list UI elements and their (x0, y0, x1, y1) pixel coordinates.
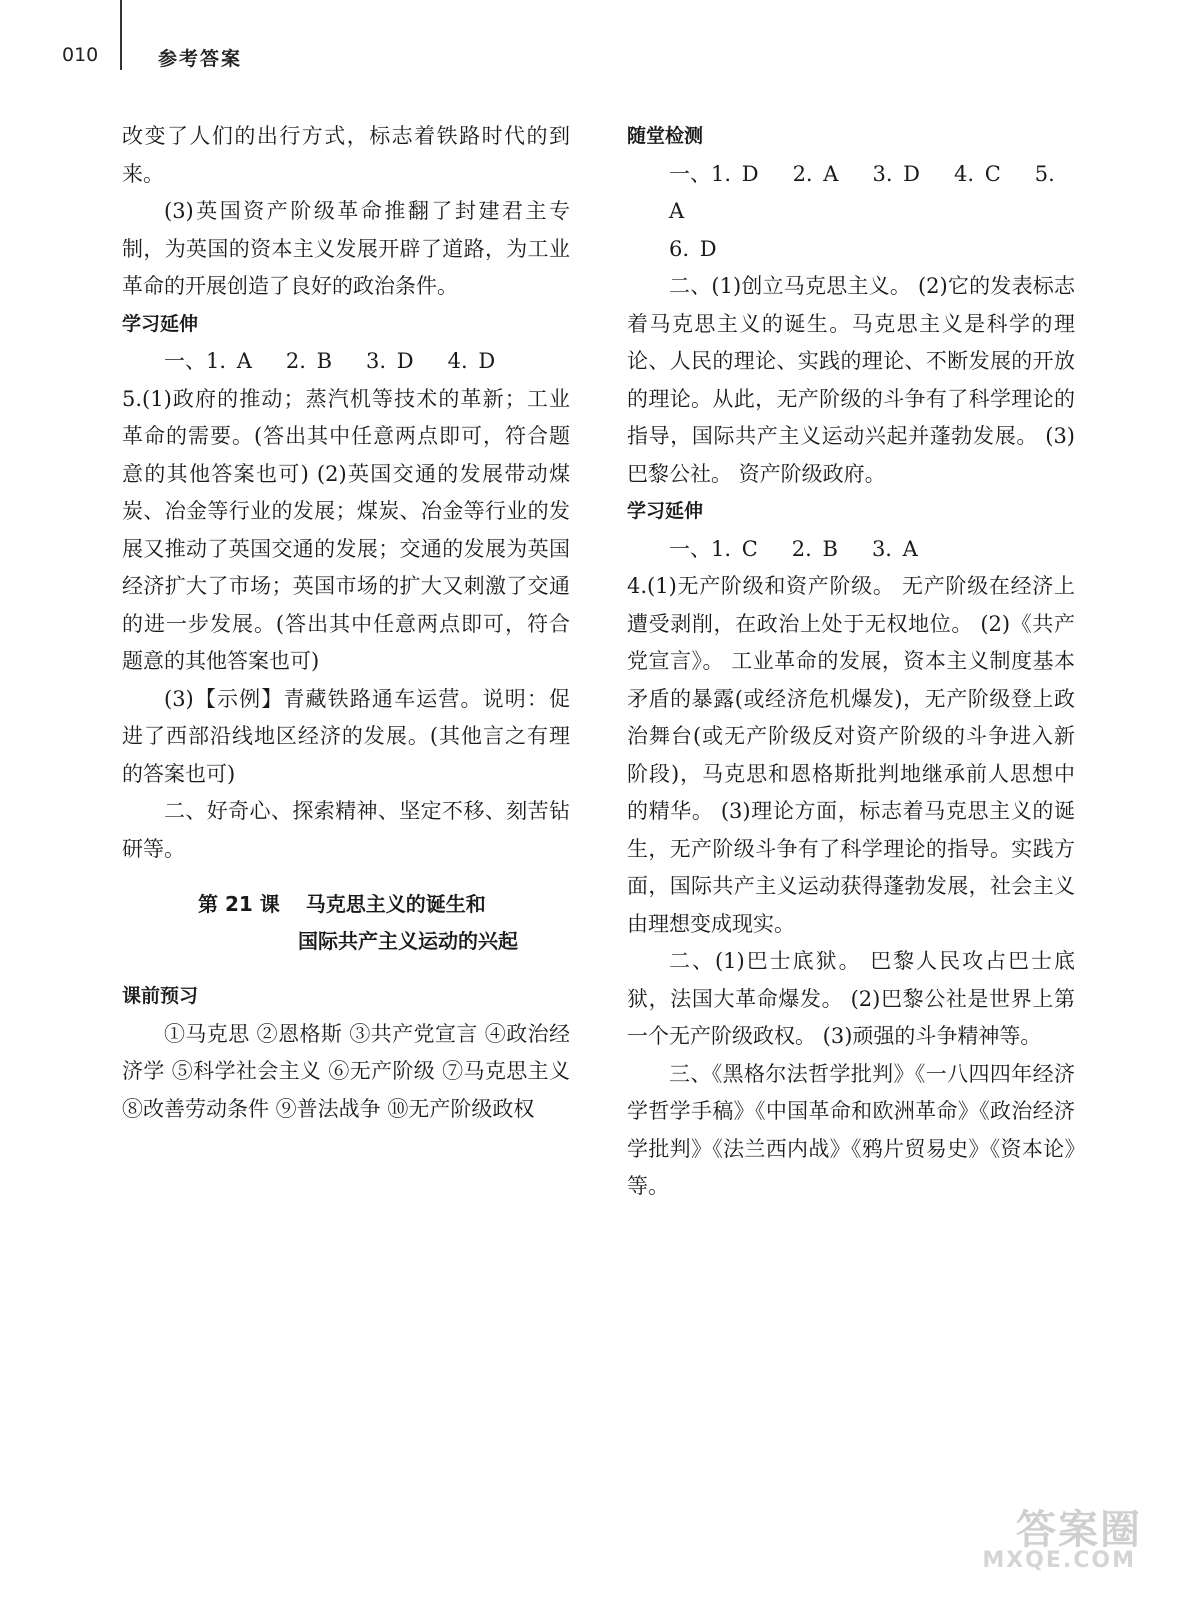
mc-ext-1: 一、1. C (669, 536, 758, 561)
mc-check-1: 一、1. D (669, 161, 759, 186)
page-header (0, 0, 1192, 80)
mc-check-2: 2. A (792, 161, 839, 186)
header-divider (120, 0, 122, 70)
lesson-title-line-2: 国际共产主义运动的兴起 (298, 929, 518, 953)
multiple-choice-answers-extension (627, 531, 1075, 569)
watermark-logo (952, 1498, 1152, 1578)
right-paragraph-4: 三、《黑格尔法哲学批判》《一八四四年经济学哲学手稿》《中国革命和欧洲革命》《政治经济学批判》《法兰西内战》《鸦片贸易史》《资本论》等。 (627, 1061, 1075, 1198)
page-number: 010 (62, 44, 99, 66)
right-paragraph-2: 4.(1)无产阶级和资产阶级。 无产阶级在经济上遭受剥削，在政治上处于无权地位。 (2)《共产党宣言》。 工业革命的发展，资本主义制度基本矛盾的暴露(或经济危机爆发)，无产阶级登上政治舞台(或无产阶级反对资产阶级的斗争进入新阶段)，马克思和恩格斯批判地继承前人思想中的精华。 (3)理论方面，标志着马克思主义的诞生，无产阶级斗争有了科学理论的指导。实践方面，国际共产主义运动获得蓬勃发展，社会主义由理想变成现实。 (627, 574, 1075, 936)
right-column (627, 118, 1075, 1206)
multiple-choice-answers-check-2 (627, 231, 1075, 269)
multiple-choice-answers (122, 343, 570, 381)
section-heading-preview: 课前预习 (122, 985, 199, 1007)
left-paragraph-6: ①马克思 ②恩格斯 ③共产党宣言 ④政治经济学 ⑤科学社会主义 ⑥无产阶级 ⑦马克思主义 ⑧改善劳动条件 ⑨普法战争 ⑩无产阶级政权 (122, 1021, 570, 1121)
mc-ext-3: 3. A (871, 536, 918, 561)
mc-check-6: 6. D (669, 236, 717, 261)
mc-check-3: 3. D (872, 161, 921, 186)
header-title: 参考答案 (158, 48, 243, 70)
mc-answer-3: 3. D (366, 349, 414, 373)
mc-check-4: 4. C (954, 161, 1001, 186)
lesson-title-line-1 (122, 886, 570, 923)
section-heading-class-check: 随堂检测 (627, 125, 704, 147)
watermark-text: 答案圈 (1016, 1507, 1142, 1553)
left-column (122, 118, 570, 1128)
mc-check-5: 5. A (669, 161, 1055, 223)
watermark-url: MXQE.COM (982, 1548, 1136, 1573)
left-paragraph-3: 5.(1)政府的推动；蒸汽机等技术的革新；工业革命的需要。(答出其中任意两点即可，符合题意的其他答案也可) (2)英国交通的发展带动煤炭、冶金等行业的发展；煤炭、冶金等行业的发展又推动了英国交通的发展；交通的发展为英国经济扩大了市场；英国市场的扩大又刺激了交通的进一步发展。(答出其中任意两点即可，符合题意的其他答案也可) (122, 386, 570, 673)
lesson-title (122, 886, 570, 960)
multiple-choice-answers-check (627, 156, 1075, 231)
right-paragraph-1: 二、(1)创立马克思主义。 (2)它的发表标志着马克思主义的诞生。马克思主义是科学的理论、人民的理论、实践的理论、不断发展的开放的理论。从此，无产阶级的斗争有了科学理论的指导，国际共产主义运动兴起并蓬勃发展。 (3)巴黎公社。 资产阶级政府。 (627, 274, 1075, 486)
section-heading-study-extension: 学习延伸 (122, 312, 199, 335)
right-paragraph-3: 二、(1)巴士底狱。 巴黎人民攻占巴士底狱，法国大革命爆发。 (2)巴黎公社是世界上第一个无产阶级政权。 (3)顽强的斗争精神等。 (627, 949, 1075, 1048)
left-paragraph-1: 改变了人们的出行方式，标志着铁路时代的到来。 (122, 124, 570, 186)
mc-ext-2: 2. B (791, 536, 838, 561)
mc-answer-2: 2. B (285, 349, 333, 373)
lesson-title-text-1: 马克思主义的诞生和 (305, 892, 486, 916)
section-heading-study-extension-2: 学习延伸 (627, 500, 704, 522)
left-paragraph-5: 二、好奇心、探索精神、坚定不移、刻苦钻研等。 (122, 799, 570, 861)
left-paragraph-2: (3)英国资产阶级革命推翻了封建君主专制，为英国的资本主义发展开辟了道路，为工业革命的开展创造了良好的政治条件。 (122, 199, 570, 298)
lesson-number: 第 21 课 (198, 892, 280, 916)
left-paragraph-4: (3)【示例】青藏铁路通车运营。说明：促进了西部沿线地区经济的发展。(其他言之有理的答案也可) (122, 686, 570, 786)
mc-answer-1: 一、1. A (164, 349, 252, 373)
mc-answer-4: 4. D (447, 349, 496, 373)
